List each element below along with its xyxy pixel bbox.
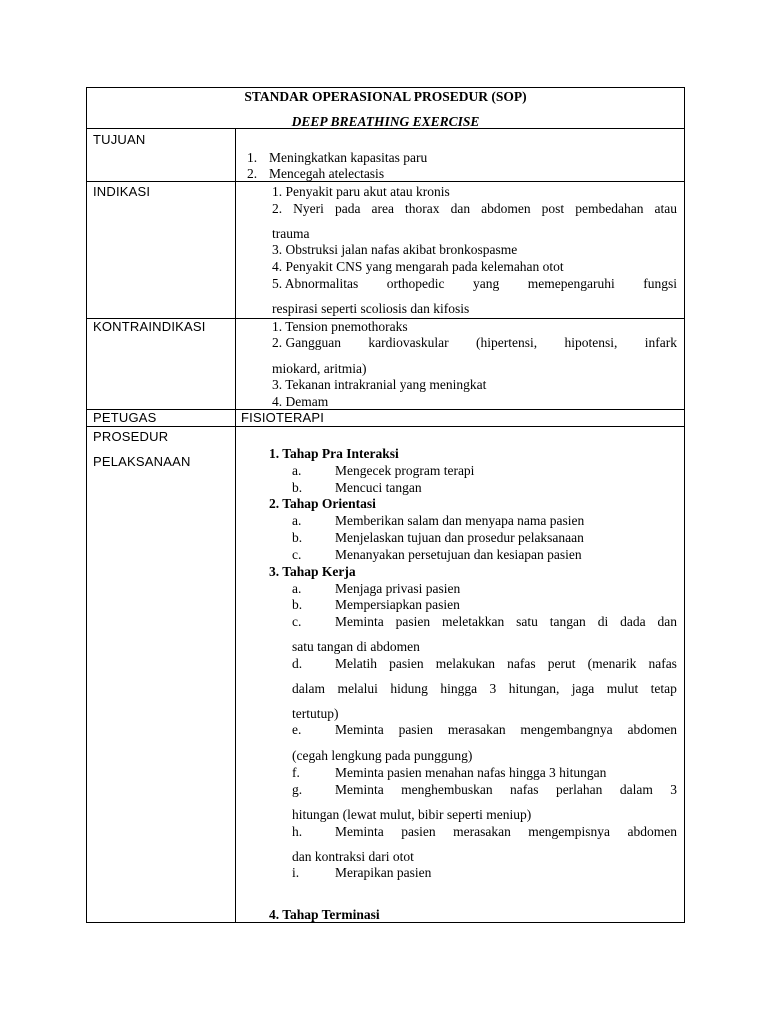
step-text: satu tangan di abdomen xyxy=(292,639,420,654)
document-subtitle: DEEP BREATHING EXERCISE xyxy=(291,114,480,129)
step-text: Meminta pasien merasakan mengempisnya abdomen xyxy=(335,824,677,839)
step-marker: c. xyxy=(292,547,302,562)
step-text: Menanyakan persetujuan dan kesiapan pasien xyxy=(335,547,582,562)
indikasi-line: 2. Nyeri pada area thorax dan abdomen post pembedahan atau xyxy=(272,201,677,216)
step-marker: b. xyxy=(292,480,303,495)
step-marker: e. xyxy=(292,722,302,737)
step-marker: a. xyxy=(292,513,302,528)
sop-document xyxy=(86,87,685,923)
step-text: Melatih pasien melakukan nafas perut (menarik nafas xyxy=(335,656,677,671)
column-divider xyxy=(235,128,236,922)
step-text: Mencuci tangan xyxy=(335,480,422,495)
step-marker: f. xyxy=(292,765,300,780)
kontraindikasi-line: 1. Tension pnemothoraks xyxy=(272,319,408,334)
step-text: Meminta pasien meletakkan satu tangan di dada dan xyxy=(335,614,677,629)
step-text: tertutup) xyxy=(292,706,339,721)
kontraindikasi-line: 3. Tekanan intrakranial yang meningkat xyxy=(272,377,487,392)
step-text: Meminta menghembuskan nafas perlahan dalam 3 xyxy=(335,782,677,797)
step-marker: b. xyxy=(292,530,303,545)
prosedur-label: PELAKSANAAN xyxy=(93,454,191,469)
step-text: Memberikan salam dan menyapa nama pasien xyxy=(335,513,585,528)
document-title: STANDAR OPERASIONAL PROSEDUR (SOP) xyxy=(244,89,527,104)
step-marker: d. xyxy=(292,656,303,671)
stage-title: 1. Tahap Pra Interaksi xyxy=(269,446,399,461)
step-marker: a. xyxy=(292,463,302,478)
step-marker: a. xyxy=(292,581,302,596)
step-text: Menjaga privasi pasien xyxy=(335,581,461,596)
row-divider xyxy=(87,426,684,427)
step-text: Meminta pasien merasakan mengembangnya abdomen xyxy=(335,722,677,737)
step-text: Meminta pasien menahan nafas hingga 3 hitungan xyxy=(335,765,607,780)
indikasi-line: 1. Penyakit paru akut atau kronis xyxy=(272,184,450,199)
step-text: Menjelaskan tujuan dan prosedur pelaksanaan xyxy=(335,530,584,545)
kontraindikasi-line: miokard, aritmia) xyxy=(272,361,367,376)
row-divider xyxy=(87,128,684,129)
step-marker: g. xyxy=(292,782,303,797)
step-marker: b. xyxy=(292,597,303,612)
indikasi-label: INDIKASI xyxy=(93,184,151,199)
petugas-value: FISIOTERAPI xyxy=(241,410,325,425)
tujuan-item-2: 2. Mencegah atelectasis xyxy=(247,166,385,181)
step-marker: h. xyxy=(292,824,303,839)
kontraindikasi-line: 2. Gangguan kardiovaskular (hipertensi, hipotensi, infark xyxy=(272,335,677,350)
prosedur-label: PROSEDUR xyxy=(93,429,169,444)
indikasi-line: 5. Abnormalitas orthopedic yang memepengaruhi fungsi xyxy=(272,276,677,291)
indikasi-line: respirasi seperti scoliosis dan kifosis xyxy=(272,301,470,316)
stage-title: 2. Tahap Orientasi xyxy=(269,496,376,511)
step-marker: c. xyxy=(292,614,302,629)
step-marker: i. xyxy=(292,865,300,880)
kontraindikasi-line: 4. Demam xyxy=(272,394,329,409)
stage-title: 3. Tahap Kerja xyxy=(269,564,356,579)
step-text: dalam melalui hidung hingga 3 hitungan, jaga mulut tetap xyxy=(292,681,677,696)
kontraindikasi-label: KONTRAINDIKASI xyxy=(93,319,206,334)
stage-title: 4. Tahap Terminasi xyxy=(269,907,380,922)
step-text: Mengecek program terapi xyxy=(335,463,475,478)
row-divider xyxy=(87,181,684,182)
step-text: Mempersiapkan pasien xyxy=(335,597,460,612)
tujuan-label: TUJUAN xyxy=(93,132,146,147)
step-text: dan kontraksi dari otot xyxy=(292,849,414,864)
tujuan-item-1: 1. Meningkatkan kapasitas paru xyxy=(247,150,428,165)
indikasi-line: trauma xyxy=(272,226,310,241)
petugas-label: PETUGAS xyxy=(93,410,157,425)
step-text: (cegah lengkung pada punggung) xyxy=(292,748,473,763)
row-divider xyxy=(87,409,684,410)
step-text: Merapikan pasien xyxy=(335,865,432,880)
indikasi-line: 4. Penyakit CNS yang mengarah pada kelemahan otot xyxy=(272,259,564,274)
indikasi-line: 3. Obstruksi jalan nafas akibat bronkospasme xyxy=(272,242,518,257)
step-text: hitungan (lewat mulut, bibir seperti meniup) xyxy=(292,807,532,822)
